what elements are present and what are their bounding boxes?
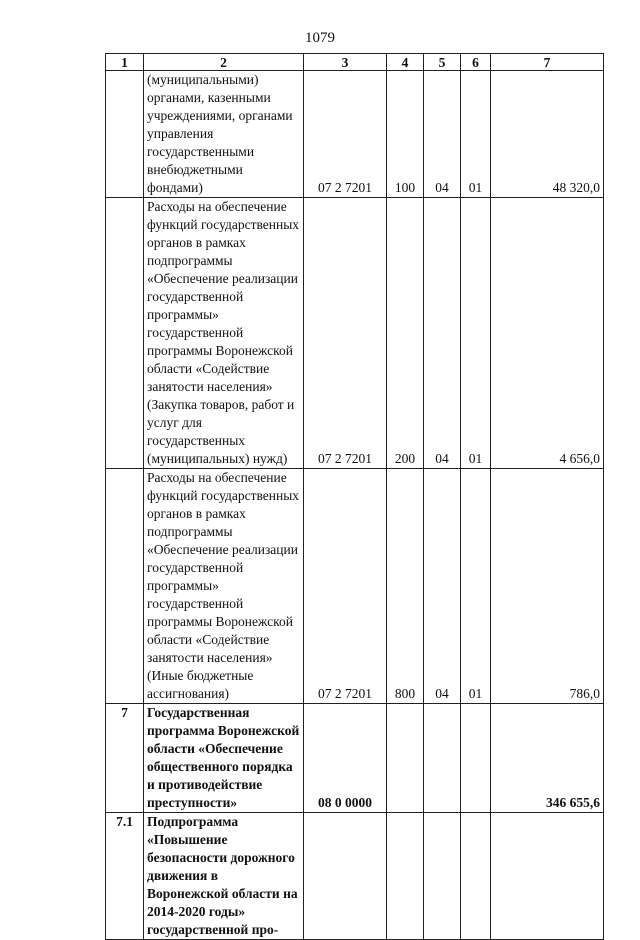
row-col5: 04 [424,198,461,469]
table-row [106,469,604,704]
row-description: Государственная программа Воронежской области «Обеспечение общественного порядка и противодействие преступности» [144,704,304,813]
row-description: Расходы на обеспечение функций государственных органов в рамках подпрограммы «Обеспечение реализации государственной программы» государственной программы Воронежской области «Содействие занятости населения» (Иные бюджетные ассигнования) [144,469,304,704]
row-code: 07 2 7201 [304,71,387,198]
table-header-row [106,54,604,71]
row-number [106,71,144,198]
row-col6 [461,704,491,813]
column-header: 2 [144,54,304,71]
table-row [106,704,604,813]
column-header: 4 [387,54,424,71]
column-header: 1 [106,54,144,71]
row-description: Расходы на обеспечение функций государственных органов в рамках подпрограммы «Обеспечение реализации государственной программы» государственной программы Воронежской области «Содействие занятости населения» (Закупка товаров, работ и услуг для государственных (муниципальных) нужд) [144,198,304,469]
row-number: 7 [106,704,144,813]
row-amount: 48 320,0 [491,71,604,198]
row-col5: 04 [424,71,461,198]
column-header: 6 [461,54,491,71]
row-code: 08 0 0000 [304,704,387,813]
row-col6: 01 [461,469,491,704]
row-number [106,469,144,704]
row-col4: 800 [387,469,424,704]
row-number [106,198,144,469]
table-row [106,813,604,940]
row-col4: 200 [387,198,424,469]
row-col5 [424,704,461,813]
row-code: 07 2 7201 [304,198,387,469]
table-row [106,198,604,469]
row-description: Подпрограмма «Повышение безопасности дорожного движения в Воронежской области на 2014-2020 годы» государственной про- [144,813,304,940]
row-amount: 4 656,0 [491,198,604,469]
table-row [106,71,604,198]
row-col4 [387,813,424,940]
page-number: 1079 [305,30,335,46]
row-amount [491,813,604,940]
row-amount: 786,0 [491,469,604,704]
row-number: 7.1 [106,813,144,940]
row-amount: 346 655,6 [491,704,604,813]
column-header: 7 [491,54,604,71]
row-col6 [461,813,491,940]
budget-table [105,53,604,940]
row-col4: 100 [387,71,424,198]
column-header: 3 [304,54,387,71]
row-code [304,813,387,940]
column-header: 5 [424,54,461,71]
row-code: 07 2 7201 [304,469,387,704]
row-col4 [387,704,424,813]
row-col6: 01 [461,71,491,198]
row-col5: 04 [424,469,461,704]
row-col6: 01 [461,198,491,469]
row-description: (муниципальными) органами, казенными учреждениями, органами управления государственными внебюджетными фондами) [144,71,304,198]
row-col5 [424,813,461,940]
